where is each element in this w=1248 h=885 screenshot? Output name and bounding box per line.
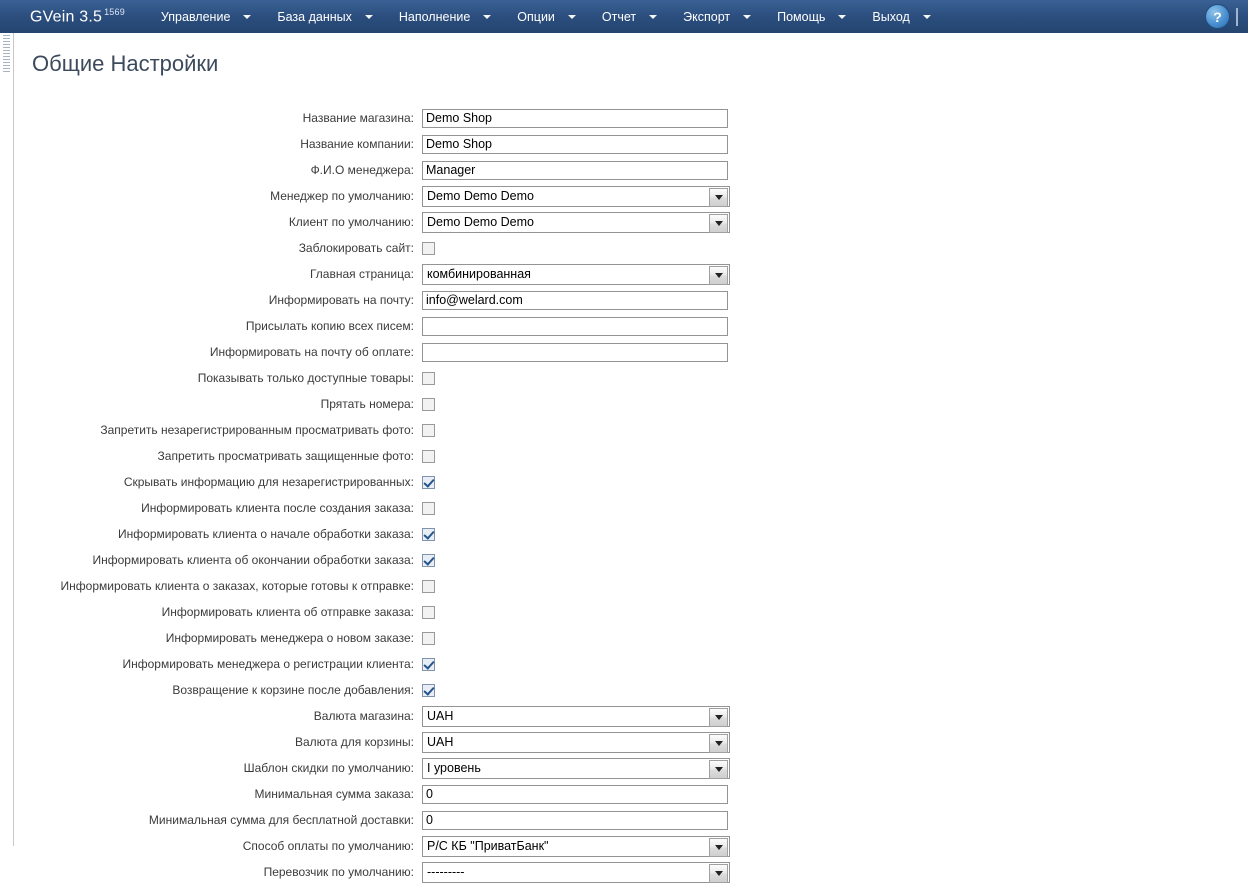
form-row	[14, 729, 1248, 755]
field-label: Валюта для корзины:	[294, 735, 414, 749]
field-label: Скрывать информацию для незарегистрированных:	[123, 475, 414, 489]
menu-item-label: Помощь	[777, 9, 826, 24]
text-input[interactable]	[422, 109, 728, 128]
menu-item-2[interactable]	[385, 0, 503, 33]
menu-item-label: Опции	[517, 9, 555, 24]
form-row	[14, 287, 1248, 313]
menu-item-label: Наполнение	[398, 9, 471, 24]
form-row	[14, 599, 1248, 625]
field-control	[422, 398, 742, 411]
form-row	[14, 781, 1248, 807]
checkbox[interactable]	[422, 476, 435, 489]
field-control	[422, 502, 742, 515]
chevron-down-icon[interactable]	[709, 188, 728, 207]
field-control	[422, 632, 742, 645]
text-input[interactable]	[422, 135, 728, 154]
field-label: Присылать копию всех писем:	[245, 319, 414, 333]
settings-form	[14, 105, 1248, 885]
text-input[interactable]	[422, 291, 728, 310]
top-menu-bar	[0, 0, 1248, 33]
form-row	[14, 755, 1248, 781]
field-label: Способ оплаты по умолчанию:	[242, 839, 414, 853]
field-control	[422, 606, 742, 619]
field-control	[422, 317, 742, 336]
text-input[interactable]	[422, 785, 728, 804]
field-label: Информировать клиента об отправке заказа:	[161, 605, 414, 619]
dropdown-select[interactable]	[422, 758, 730, 779]
dropdown-value: UAH	[427, 709, 454, 723]
field-control	[422, 580, 742, 593]
menu-item-label: Выход	[872, 9, 910, 24]
field-label: Главная страница:	[309, 267, 414, 281]
dropdown-value: комбинированная	[427, 267, 531, 281]
dropdown-select[interactable]	[422, 706, 730, 727]
field-control	[422, 476, 742, 489]
field-label: Информировать клиента о заказах, которые готовы к отправке:	[60, 579, 414, 593]
field-control	[422, 135, 742, 154]
chevron-down-icon	[483, 15, 491, 19]
checkbox[interactable]	[422, 424, 435, 437]
field-label: Показывать только доступные товары:	[197, 371, 414, 385]
chevron-down-icon	[649, 15, 657, 19]
form-row	[14, 859, 1248, 885]
field-label: Информировать на почту:	[268, 293, 414, 307]
field-label: Менеджер по умолчанию:	[270, 189, 414, 203]
field-label: Минимальная сумма для бесплатной доставки:	[148, 813, 414, 827]
form-row	[14, 235, 1248, 261]
form-row	[14, 495, 1248, 521]
checkbox[interactable]	[422, 502, 435, 515]
menu-item-3[interactable]	[503, 0, 588, 33]
field-control	[422, 212, 742, 233]
field-control	[422, 554, 742, 567]
topbar-divider	[1236, 8, 1238, 26]
field-label: Информировать менеджера о новом заказе:	[165, 631, 414, 645]
form-row	[14, 131, 1248, 157]
field-label: Прятать номера:	[320, 397, 414, 411]
form-row	[14, 157, 1248, 183]
form-row	[14, 443, 1248, 469]
text-input[interactable]	[422, 317, 728, 336]
field-label: Возвращение к корзине после добавления:	[172, 683, 414, 697]
field-label: Информировать клиента об окончании обработки заказа:	[92, 553, 414, 567]
field-label: Информировать на почту об оплате:	[209, 345, 414, 359]
field-control	[422, 264, 742, 285]
field-label: Перевозчик по умолчанию:	[263, 865, 414, 879]
field-control	[422, 811, 742, 830]
field-label: Минимальная сумма заказа:	[254, 787, 414, 801]
menu-item-5[interactable]	[669, 0, 763, 33]
checkbox[interactable]	[422, 632, 435, 645]
checkbox[interactable]	[422, 398, 435, 411]
chevron-down-icon[interactable]	[709, 734, 728, 753]
form-row	[14, 521, 1248, 547]
menu-item-0[interactable]	[147, 0, 264, 33]
menu-item-7[interactable]	[858, 0, 942, 33]
form-row	[14, 833, 1248, 859]
help-icon[interactable]: ?	[1205, 4, 1230, 29]
dropdown-value: Р/С КБ "ПриватБанк"	[427, 839, 549, 853]
field-label: Клиент по умолчанию:	[288, 215, 414, 229]
checkbox[interactable]	[422, 242, 435, 255]
dropdown-select[interactable]	[422, 862, 730, 883]
field-control	[422, 732, 742, 753]
dropdown-select[interactable]	[422, 732, 730, 753]
field-control	[422, 450, 742, 463]
form-row	[14, 105, 1248, 131]
chevron-down-icon[interactable]	[709, 708, 728, 727]
checkbox[interactable]	[422, 658, 435, 671]
form-row	[14, 547, 1248, 573]
dropdown-select[interactable]	[422, 212, 730, 233]
checkbox[interactable]	[422, 580, 435, 593]
checkbox[interactable]	[422, 606, 435, 619]
field-control	[422, 758, 742, 779]
chevron-down-icon[interactable]	[709, 214, 728, 233]
text-input[interactable]	[422, 343, 728, 362]
field-label: Ф.И.О менеджера:	[310, 163, 414, 177]
field-label: Запретить просматривать защищенные фото:	[157, 449, 414, 463]
dropdown-value: Demo Demo Demo	[427, 215, 534, 229]
checkbox[interactable]	[422, 554, 435, 567]
text-input[interactable]	[422, 161, 728, 180]
menu-item-label: База данных	[277, 9, 352, 24]
chevron-down-icon	[365, 15, 373, 19]
form-row	[14, 469, 1248, 495]
form-row	[14, 573, 1248, 599]
checkbox[interactable]	[422, 684, 435, 697]
dropdown-value: ---------	[427, 865, 465, 879]
form-row	[14, 183, 1248, 209]
field-label: Валюта магазина:	[313, 709, 414, 723]
field-control	[422, 161, 742, 180]
field-label: Заблокировать сайт:	[298, 241, 414, 255]
menu-item-1[interactable]	[263, 0, 384, 33]
field-control	[422, 706, 742, 727]
checkbox[interactable]	[422, 528, 435, 541]
main-content	[14, 33, 1248, 885]
field-label: Шаблон скидки по умолчанию:	[243, 761, 414, 775]
field-label: Информировать клиента после создания заказа:	[141, 501, 414, 515]
sidebar-rail	[0, 33, 14, 846]
form-row	[14, 625, 1248, 651]
field-control	[422, 186, 742, 207]
form-row	[14, 703, 1248, 729]
page-title: Общие Настройки	[32, 51, 219, 76]
field-control	[422, 862, 742, 883]
form-row	[14, 807, 1248, 833]
field-control	[422, 528, 742, 541]
field-label: Информировать менеджера о регистрации клиента:	[122, 657, 414, 671]
field-control	[422, 242, 742, 255]
form-row	[14, 677, 1248, 703]
app-brand-label: GVein 3.5	[30, 8, 103, 26]
sidebar-drag-handle-icon[interactable]	[3, 35, 10, 73]
dropdown-select[interactable]	[422, 836, 730, 857]
form-row	[14, 651, 1248, 677]
chevron-down-icon	[743, 15, 751, 19]
form-row	[14, 391, 1248, 417]
field-control	[422, 658, 742, 671]
field-control	[422, 343, 742, 362]
app-build-number: 1569	[104, 6, 125, 17]
field-control	[422, 372, 742, 385]
field-control	[422, 785, 742, 804]
chevron-down-icon	[838, 15, 846, 19]
text-input[interactable]	[422, 811, 728, 830]
form-row	[14, 365, 1248, 391]
topbar-right-area	[1205, 0, 1238, 33]
menu-item-label: Отчет	[601, 9, 637, 24]
field-label: Запретить незарегистрированным просматривать фото:	[100, 423, 414, 437]
form-row	[14, 417, 1248, 443]
chevron-down-icon	[243, 15, 251, 19]
dropdown-value: I уровень	[427, 761, 481, 775]
menu-item-label: Управление	[160, 9, 231, 24]
dropdown-value: UAH	[427, 735, 454, 749]
dropdown-select[interactable]	[422, 264, 730, 285]
chevron-down-icon[interactable]	[709, 266, 728, 285]
field-label: Информировать клиента о начале обработки заказа:	[118, 527, 414, 541]
menu-item-6[interactable]	[763, 0, 858, 33]
dropdown-value: Demo Demo Demo	[427, 189, 534, 203]
field-control	[422, 836, 742, 857]
form-row	[14, 209, 1248, 235]
form-row	[14, 261, 1248, 287]
dropdown-select[interactable]	[422, 186, 730, 207]
chevron-down-icon	[923, 15, 931, 19]
field-control	[422, 109, 742, 128]
field-label: Название компании:	[300, 137, 414, 151]
field-control	[422, 684, 742, 697]
field-label: Название магазина:	[302, 111, 414, 125]
chevron-down-icon[interactable]	[709, 838, 728, 857]
main-menu	[147, 0, 943, 33]
checkbox[interactable]	[422, 372, 435, 385]
field-control	[422, 424, 742, 437]
app-brand	[0, 7, 147, 26]
menu-item-4[interactable]	[588, 0, 669, 33]
form-row	[14, 313, 1248, 339]
menu-item-label: Экспорт	[683, 9, 731, 24]
field-control	[422, 291, 742, 310]
checkbox[interactable]	[422, 450, 435, 463]
chevron-down-icon[interactable]	[709, 864, 728, 883]
chevron-down-icon	[568, 15, 576, 19]
form-row	[14, 339, 1248, 365]
chevron-down-icon[interactable]	[709, 760, 728, 779]
